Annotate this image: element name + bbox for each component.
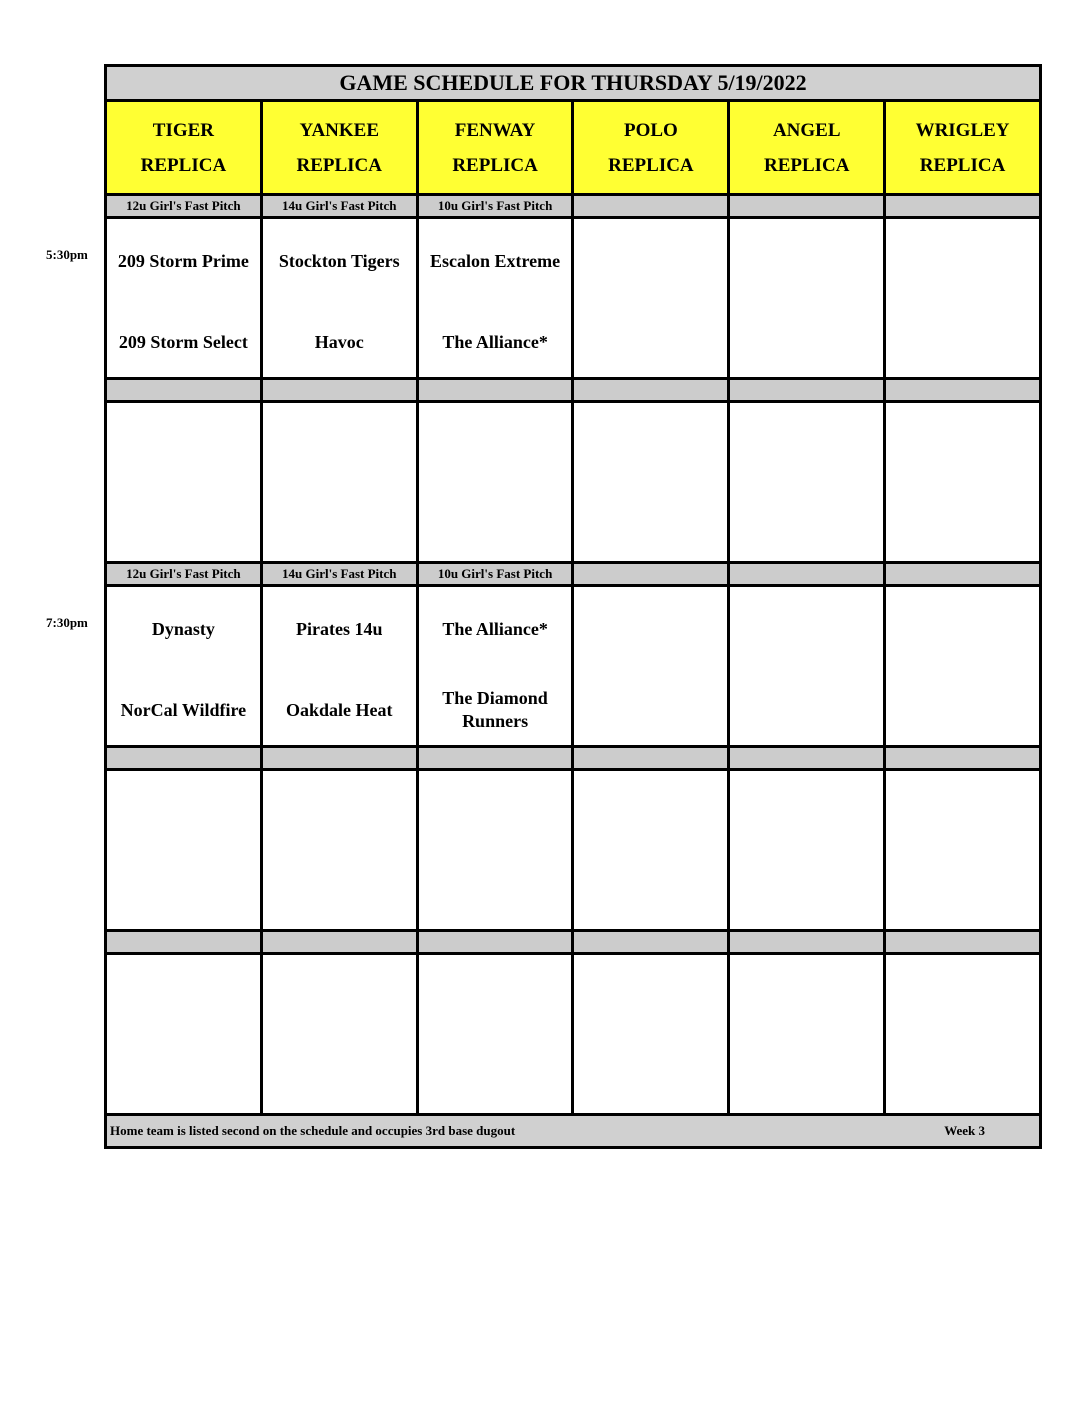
division-label [886,380,1039,400]
home-team [890,503,1035,549]
home-team-note: Home team is listed second on the schedule and occupies 3rd base dugout [110,1123,516,1138]
home-team [890,871,1035,917]
away-team [267,977,412,1017]
game-cell [886,955,1039,1113]
field-header [574,102,730,193]
division-label [263,380,419,400]
schedule-grid [104,64,1042,1149]
field-name: POLO [623,119,678,141]
home-team [734,503,879,549]
game-row [107,587,1039,748]
away-team [890,977,1035,1017]
field-header [419,102,575,193]
division-label [263,748,419,768]
away-team [890,793,1035,833]
division-label [730,564,886,584]
division-label: 14u Girl's Fast Pitch [263,196,419,216]
game-cell [107,771,263,929]
home-team [578,319,723,365]
field-name: YANKEE [299,119,380,141]
division-label [263,932,419,952]
field-type: REPLICA [452,154,538,176]
division-row [107,196,1039,219]
home-team: NorCal Wildfire [120,699,247,720]
home-team [423,503,568,549]
home-team [734,687,879,733]
division-label [574,564,730,584]
field-name: FENWAY [454,119,536,141]
home-team [890,1055,1035,1101]
division-label: 10u Girl's Fast Pitch [419,564,575,584]
away-team [890,609,1035,649]
division-label [730,748,886,768]
away-team [267,425,412,465]
game-row [107,403,1039,564]
away-team [578,609,723,649]
game-cell [574,219,730,377]
field-type: REPLICA [140,154,227,176]
game-cell [886,219,1039,377]
home-team [267,503,412,549]
away-team [578,241,723,281]
division-label [574,380,730,400]
home-team [423,871,568,917]
game-row [107,955,1039,1116]
division-label [730,932,886,952]
away-team [423,977,568,1017]
division-row [107,380,1039,403]
away-team [267,793,412,833]
home-team [578,687,723,733]
home-team [578,1055,723,1101]
game-cell [574,955,730,1113]
field-type: REPLICA [919,154,1006,176]
time-label-slot-3: 7:30pm [46,615,88,630]
division-label [574,196,730,216]
away-team: 209 Storm Prime [117,250,249,271]
game-cell [730,771,886,929]
home-team [111,871,256,917]
away-team [734,241,879,281]
game-row [107,219,1039,380]
game-cell [574,403,730,561]
home-team [267,871,412,917]
division-label [574,748,730,768]
home-team: The Alliance* [442,331,548,352]
game-cell [419,587,575,745]
game-cell [730,587,886,745]
away-team [578,425,723,465]
game-cell [263,403,419,561]
division-label [107,380,263,400]
game-cell [886,403,1039,561]
away-team [111,977,256,1017]
away-team [111,425,256,465]
game-cell [263,771,419,929]
away-team [578,977,723,1017]
home-team [578,871,723,917]
game-cell [886,587,1039,745]
division-row [107,932,1039,955]
home-team: The Diamond Runners [442,688,548,731]
game-cell [107,403,263,561]
game-cell [730,403,886,561]
field-type: REPLICA [608,154,694,176]
away-team: Pirates 14u [296,618,383,639]
division-label [886,564,1039,584]
field-type: REPLICA [763,154,850,176]
away-team [734,977,879,1017]
schedule-title: GAME SCHEDULE FOR THURSDAY 5/19/2022 [107,67,1039,102]
game-cell [730,219,886,377]
time-label-slot-1: 5:30pm [46,247,88,262]
division-label [107,932,263,952]
division-label [730,196,886,216]
home-team [734,319,879,365]
away-team [423,425,568,465]
division-label [419,380,575,400]
field-name: ANGEL [772,119,841,141]
home-team [734,871,879,917]
away-team: The Alliance* [442,618,548,639]
game-cell [419,955,575,1113]
game-cell [574,587,730,745]
division-label [886,932,1039,952]
game-cell [263,955,419,1113]
game-cell [107,955,263,1113]
division-label: 12u Girl's Fast Pitch [107,564,263,584]
home-team [111,1055,256,1101]
week-label: Week 3 [944,1123,985,1138]
home-team [111,503,256,549]
game-cell [730,955,886,1113]
home-team [423,1055,568,1101]
away-team [734,609,879,649]
away-team [423,793,568,833]
division-label: 14u Girl's Fast Pitch [263,564,419,584]
division-label: 10u Girl's Fast Pitch [419,196,575,216]
home-team [267,1055,412,1101]
game-cell [107,587,263,745]
home-team [890,687,1035,733]
field-name: WRIGLEY [915,119,1010,141]
game-row [107,771,1039,932]
home-team: Oakdale Heat [285,699,393,720]
home-team [734,1055,879,1101]
division-row [107,564,1039,587]
division-label [419,932,575,952]
away-team [734,793,879,833]
game-cell [419,219,575,377]
home-team [578,503,723,549]
away-team: Stockton Tigers [278,250,400,271]
field-header [886,102,1039,193]
schedule-footer [107,1116,1039,1146]
division-label [107,748,263,768]
division-label [886,196,1039,216]
away-team: Escalon Extreme [429,250,561,271]
home-team: Havoc [314,331,364,352]
division-label [886,748,1039,768]
field-name: TIGER [152,119,215,141]
home-team: 209 Storm Select [118,331,248,352]
away-team [890,425,1035,465]
away-team [890,241,1035,281]
away-team [734,425,879,465]
field-header [263,102,419,193]
division-row [107,748,1039,771]
division-label [574,932,730,952]
game-cell [419,403,575,561]
field-type: REPLICA [296,154,382,176]
division-label: 12u Girl's Fast Pitch [107,196,263,216]
time-slots [107,196,1039,1116]
division-label [730,380,886,400]
game-cell [419,771,575,929]
away-team [111,793,256,833]
division-label [419,748,575,768]
game-cell [263,587,419,745]
away-team: Dynasty [151,618,215,639]
game-cell [263,219,419,377]
game-cell [574,771,730,929]
game-cell [886,771,1039,929]
away-team [578,793,723,833]
field-header-row [107,102,1039,196]
home-team [890,319,1035,365]
field-header [730,102,886,193]
game-cell [107,219,263,377]
field-header [107,102,263,193]
